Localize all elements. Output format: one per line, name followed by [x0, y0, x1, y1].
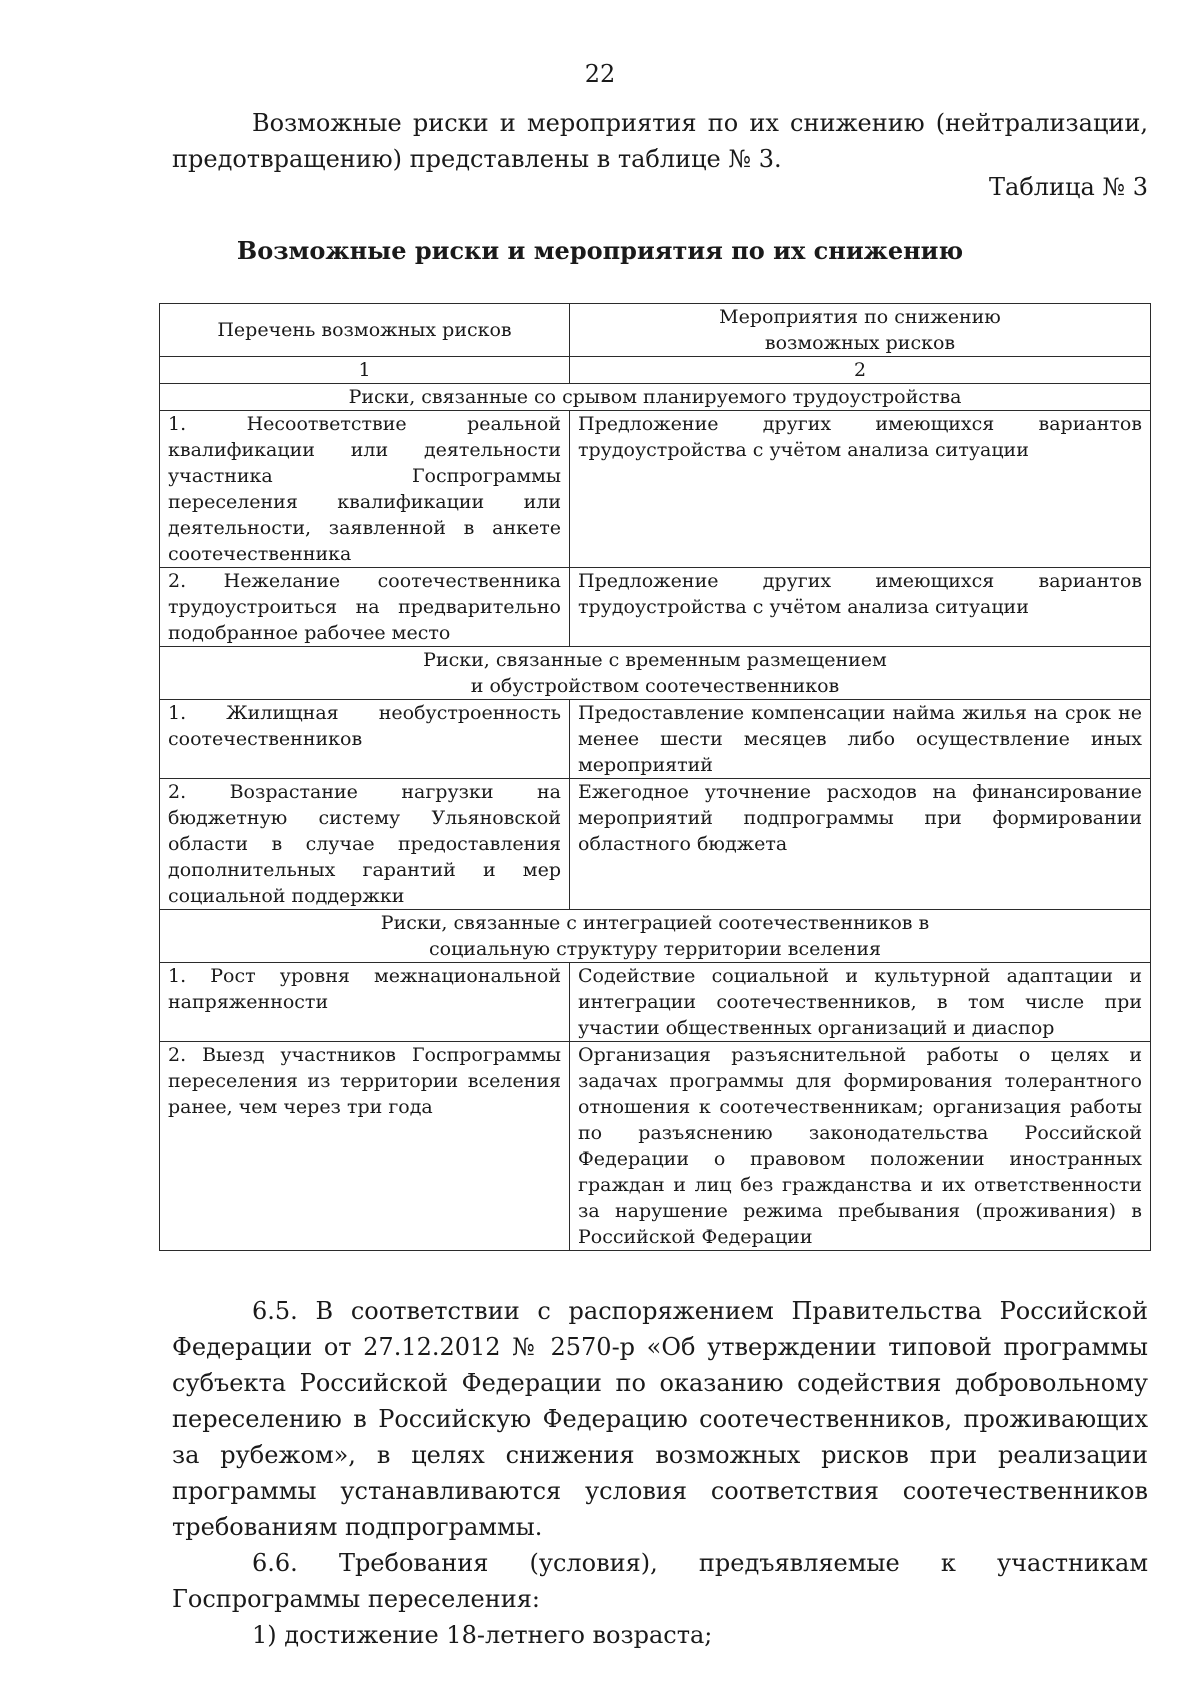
measure-cell: Организация разъяснительной работы о целях и задачах программы для формирования толерантного отношения к соотечественникам; организация работы по разъяснению законодательства Российской Федерации о правовом положении иностранных граждан и лиц без гражданства и их ответственности за нарушение режима пребывания (проживания) в Российской Федерации	[570, 1042, 1151, 1251]
paragraph-6-5: 6.5. В соответствии с распоряжением Правительства Российской Федерации от 27.12.2012 № 2570-р «Об утверждении типовой программы субъекта Российской Федерации по оказанию содействия добровольному переселению в Российскую Федерацию соотечественников, проживающих за рубежом», в целях снижения возможных рисков при реализации программы устанавливаются условия соответствия соотечественников требованиям подпрограммы.	[172, 1297, 1148, 1541]
table-row	[160, 700, 1151, 779]
header-risks: Перечень возможных рисков	[160, 304, 570, 357]
column-number: 1	[160, 357, 570, 384]
body-text	[172, 1293, 1148, 1653]
section-row	[160, 910, 1151, 963]
table-row	[160, 1042, 1151, 1251]
section-row	[160, 647, 1151, 700]
paragraph-6-6: 6.6. Требования (условия), предъявляемые к участникам Госпрограммы переселения:	[172, 1549, 1148, 1613]
measure-cell: Предложение других имеющихся вариантов трудоустройства с учётом анализа ситуации	[570, 411, 1151, 568]
table-row	[160, 568, 1151, 647]
risk-table	[159, 303, 1151, 1251]
measure-cell: Содействие социальной и культурной адаптации и интеграции соотечественников, в том числе при участии общественных организаций и диаспор	[570, 963, 1151, 1042]
section-row	[160, 384, 1151, 411]
section-title: Риски, связанные с временным размещением и обустройством соотечественников	[160, 647, 1151, 700]
risk-cell: 1. Рост уровня межнациональной напряженности	[160, 963, 570, 1042]
measure-cell: Ежегодное уточнение расходов на финансирование мероприятий подпрограммы при формировании областного бюджета	[570, 779, 1151, 910]
risk-cell: 2. Выезд участников Госпрограммы переселения из территории вселения ранее, чем через три года	[160, 1042, 570, 1251]
table-title: Возможные риски и мероприятия по их снижению	[236, 236, 964, 265]
measure-cell: Предоставление компенсации найма жилья на срок не менее шести месяцев либо осуществление иных мероприятий	[570, 700, 1151, 779]
header-measures: Мероприятия по снижению возможных рисков	[570, 304, 1151, 357]
risk-cell: 2. Возрастание нагрузки на бюджетную систему Ульяновской области в случае предоставления дополнительных гарантий и мер социальной поддержки	[160, 779, 570, 910]
risk-cell: 1. Несоответствие реальной квалификации или деятельности участника Госпрограммы переселения квалификации или деятельности, заявленной в анкете соотечественника	[160, 411, 570, 568]
risk-cell: 1. Жилищная необустроенность соотечественников	[160, 700, 570, 779]
table-row	[160, 963, 1151, 1042]
page-number: 22	[584, 60, 616, 88]
intro-paragraph: Возможные риски и мероприятия по их снижению (нейтрализации, предотвращению) представлены в таблице № 3.	[172, 109, 1148, 173]
table-header-row	[160, 304, 1151, 357]
table-row	[160, 411, 1151, 568]
section-title: Риски, связанные со срывом планируемого трудоустройства	[160, 384, 1151, 411]
measure-cell: Предложение других имеющихся вариантов трудоустройства с учётом анализа ситуации	[570, 568, 1151, 647]
list-item: 1) достижение 18-летнего возраста;	[252, 1621, 713, 1649]
section-title: Риски, связанные с интеграцией соотечественников в социальную структуру территории вселения	[160, 910, 1151, 963]
risk-cell: 2. Нежелание соотечественника трудоустроиться на предварительно подобранное рабочее место	[160, 568, 570, 647]
column-number-row	[160, 357, 1151, 384]
table-row	[160, 779, 1151, 910]
column-number: 2	[570, 357, 1151, 384]
table-label: Таблица № 3	[989, 173, 1148, 201]
